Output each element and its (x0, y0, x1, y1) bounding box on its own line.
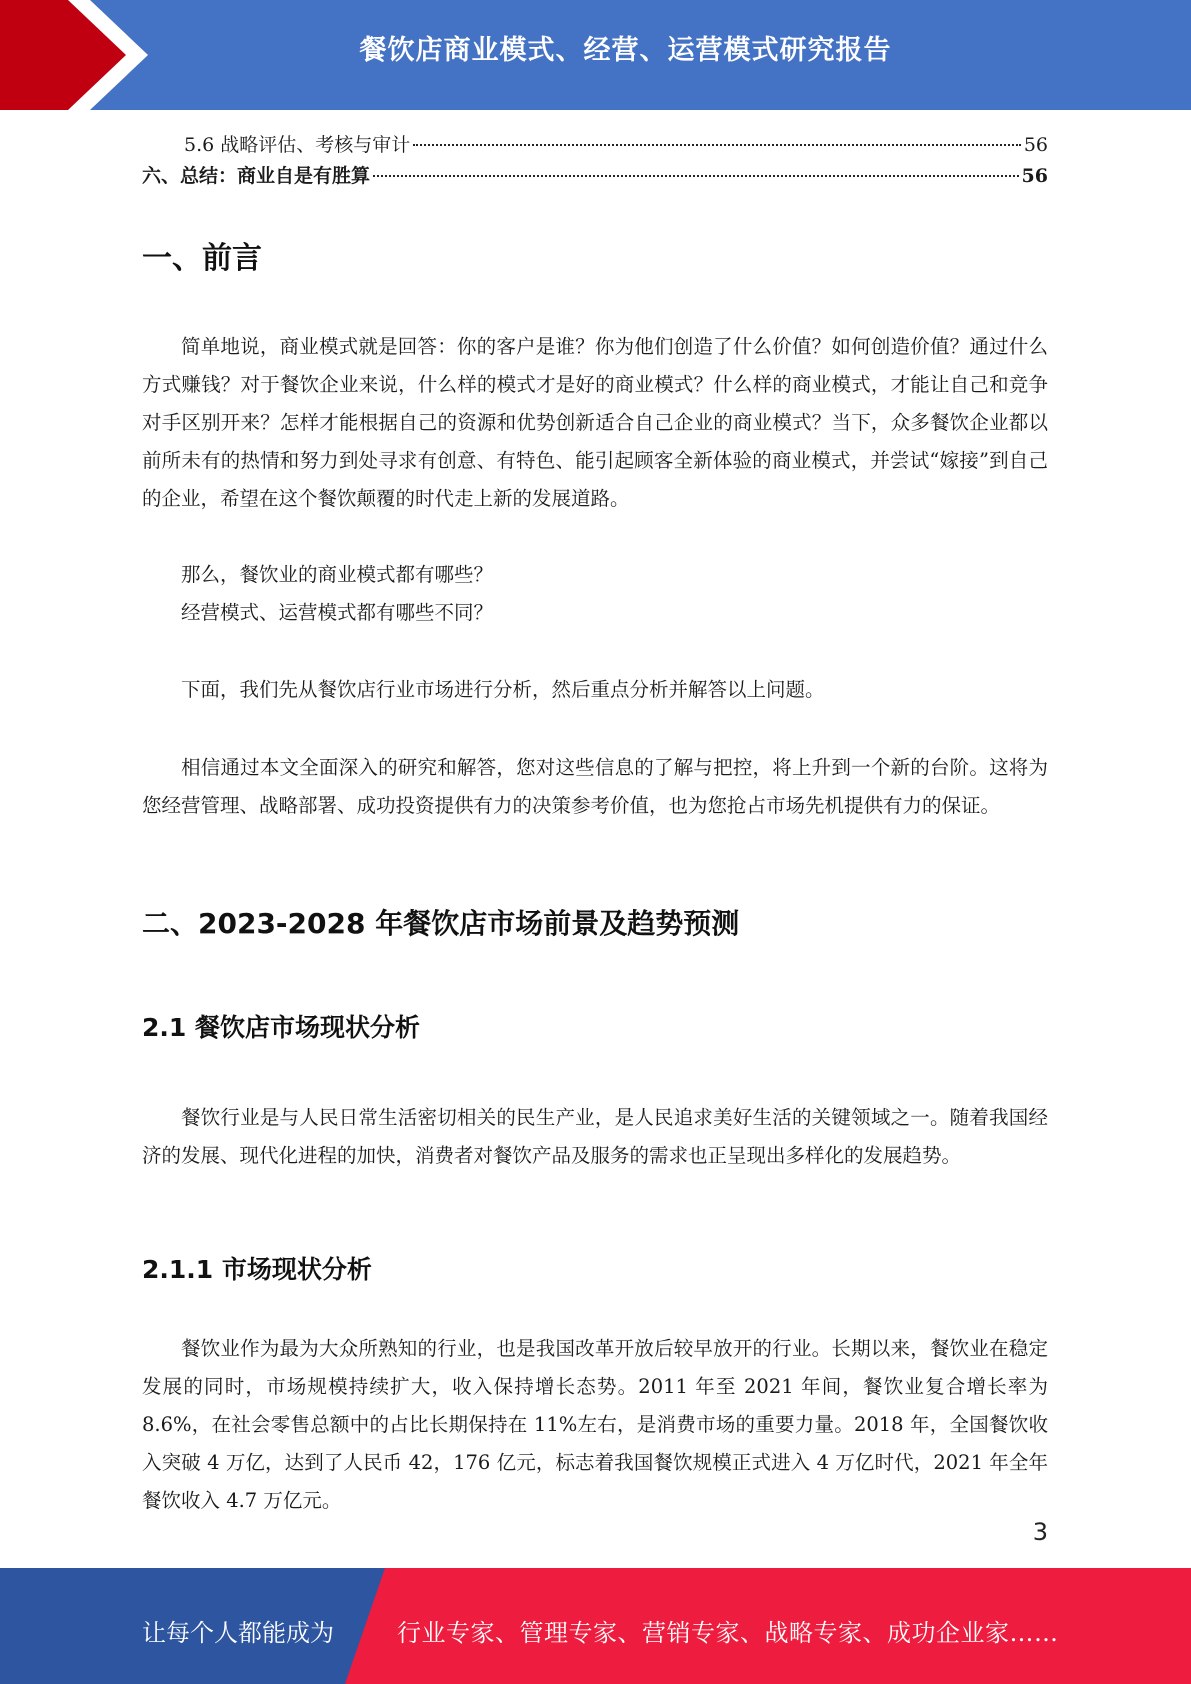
header-title: 餐饮店商业模式、经营、运营模式研究报告 (359, 35, 892, 66)
subsection-heading: 2.1 餐饮店市场现状分析 (142, 1013, 420, 1042)
toc-entry-label: 5.6 战略评估、考核与审计 (184, 134, 411, 156)
page-footer (0, 1568, 1191, 1684)
page-header (0, 0, 1191, 110)
paragraph-question: 经营模式、运营模式都有哪些不同？ (181, 601, 494, 624)
paragraph: 简单地说，商业模式就是回答：你的客户是谁？你为他们创造了什么价值？如何创造价值？通过什么方式赚钱？对于餐饮企业来说，什么样的模式才是好的商业模式？什么样的商业模式，才能让自己和竞争对手区别开来？怎样才能根据自己的资源和优势创新适合自己企业的商业模式？当下，众多餐饮企业都以前所未有的热情和努力到处寻求有创意、有特色、能引起顾客全新体验的商业模式，并尝试“嫁接”到自己的企业，希望在这个餐饮颠覆的时代走上新的发展道路。 (142, 335, 1048, 510)
toc-entry-page: 56 (1023, 134, 1048, 156)
footer-slogan-right: 行业专家、管理专家、营销专家、战略专家、成功企业家…… (397, 1619, 1059, 1647)
page-number: 3 (1032, 1518, 1048, 1546)
toc-leader-dots (413, 144, 1021, 146)
toc-entry-label: 六、总结：商业自是有胜算 (142, 165, 371, 187)
section-heading-market: 二、2023-2028 年餐饮店市场前景及趋势预测 (142, 907, 740, 940)
toc-entry[interactable] (142, 130, 1048, 157)
paragraph: 相信通过本文全面深入的研究和解答，您对这些信息的了解与把控，将上升到一个新的台阶。这将为您经营管理、战略部署、成功投资提供有力的决策参考价值，也为您抢占市场先机提供有力的保证。 (142, 756, 1048, 817)
footer-slogan-left: 让每个人都能成为 (142, 1619, 334, 1647)
paragraph: 餐饮业作为最为大众所熟知的行业，也是我国改革开放后较早放开的行业。长期以来，餐饮业在稳定发展的同时，市场规模持续扩大，收入保持增长态势。2011 年至 2021 年间，餐饮业复合增长率为 8.6%，在社会零售总额中的占比长期保持在 11%左右，是消费市场的重要力量。2018 年，全国餐饮收入突破 4 万亿，达到了人民币 42，176 亿元，标志着我国餐饮规模正式进入 4 万亿时代，2021 年全年餐饮收入 4.7 万亿元。 (142, 1337, 1048, 1512)
paragraph-question: 那么，餐饮业的商业模式都有哪些？ (181, 563, 494, 586)
section-heading-intro: 一、前言 (142, 241, 262, 276)
subsection-heading: 2.1.1 市场现状分析 (142, 1255, 372, 1284)
paragraph: 餐饮行业是与人民日常生活密切相关的民生产业，是人民追求美好生活的关键领域之一。随着我国经济的发展、现代化进程的加快，消费者对餐饮产品及服务的需求也正呈现出多样化的发展趋势。 (142, 1106, 1048, 1167)
toc-entry[interactable] (142, 161, 1048, 188)
paragraph: 下面，我们先从餐饮店行业市场进行分析，然后重点分析并解答以上问题。 (181, 678, 825, 701)
toc-leader-dots (373, 175, 1019, 177)
toc-entry-page: 56 (1021, 165, 1048, 187)
